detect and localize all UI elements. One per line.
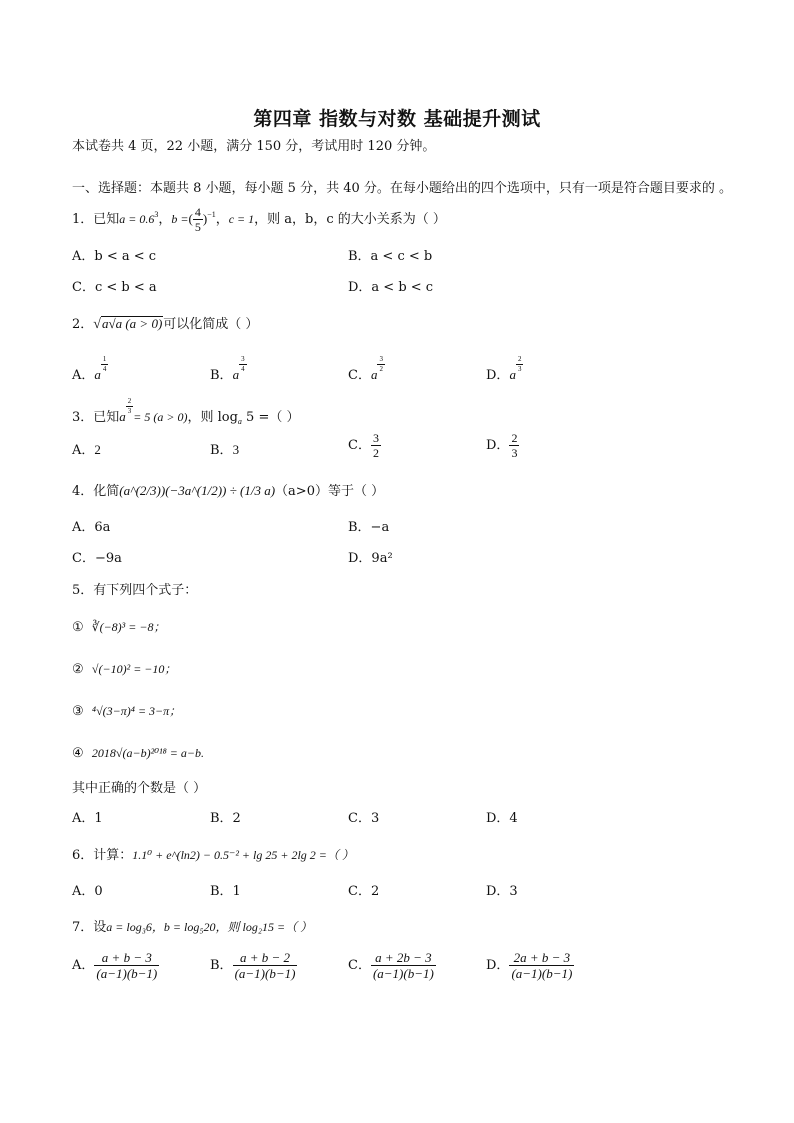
q4-option-c[interactable]: C．−9a bbox=[72, 551, 122, 566]
q1-option-b[interactable]: B．a < c < b bbox=[348, 249, 433, 264]
q7-option-c[interactable]: C． $\frac{a + 2b - 3}{(a-1)(b-1)}$ bbox=[348, 950, 434, 981]
q1-tail: ，则 a，b，c 的大小关系为（ ） bbox=[254, 212, 446, 227]
q5-option-b[interactable]: B．2 bbox=[210, 811, 241, 826]
question-1: 1．已知$a = 0.6^3$，b =( $\frac{4}{5}$ )$^{-1}$，c = 1，则 a，b，c 的大小关系为（ ） bbox=[72, 205, 446, 234]
q5-item-1: ① ∛(−8)³ = −8； bbox=[72, 620, 166, 635]
q5-item-3: ③ ⁴√(3−π)⁴ = 3−π； bbox=[72, 704, 182, 719]
q4-option-d[interactable]: D．9a² bbox=[348, 551, 393, 566]
q7-option-b[interactable]: B． $\frac{a + b - 2}{(a-1)(b-1)}$ bbox=[210, 950, 296, 981]
q3-option-d[interactable]: D． $\frac{2}{3}$ bbox=[486, 431, 518, 460]
q3-option-c[interactable]: C． $\frac{3}{2}$ bbox=[348, 431, 379, 460]
question-5: 5．有下列四个式子： bbox=[72, 583, 198, 598]
q3-option-b[interactable]: B．3 bbox=[210, 442, 240, 458]
q2-option-a[interactable]: A．a $^{\frac{1}{4}}$ bbox=[72, 355, 107, 383]
question-4: 4．化简(a^(2/3))(−3a^(1/2)) ÷ (1/3 a)（a>0）等于（ ） bbox=[72, 483, 385, 499]
q1-option-c[interactable]: C．c < b < a bbox=[72, 280, 157, 295]
question-2: 2．√a√a (a > 0)可以化简成（ ） bbox=[72, 316, 259, 332]
q7-definitions: a = log₃6，b = log₅20，则 log₂15 =（ ） bbox=[106, 920, 313, 934]
q4-option-b[interactable]: B．−a bbox=[348, 520, 390, 535]
q1-b: b = bbox=[171, 212, 189, 226]
q3-equation: = 5 (a > 0) bbox=[133, 410, 188, 424]
page-title: 第四章 指数与对数 基础提升测试 bbox=[253, 108, 541, 130]
q2-option-b[interactable]: B．a $^{\frac{3}{4}}$ bbox=[210, 355, 245, 383]
q2-option-c[interactable]: C．a $^{\frac{3}{2}}$ bbox=[348, 355, 383, 383]
question-3: 3．已知a $^{\frac{2}{3}}$ = 5 (a > 0)，则 $\log_a 5$ =（ ） bbox=[72, 397, 300, 426]
q1-c: c = 1 bbox=[228, 212, 255, 226]
q6-option-c[interactable]: C．2 bbox=[348, 884, 380, 899]
q7-option-d[interactable]: D． $\frac{2a + b - 3}{(a-1)(b-1)}$ bbox=[486, 950, 573, 981]
q6-expression: 1.1⁰ + e^(ln2) − 0.5⁻² + lg 25 + 2lg 2 =（ ） bbox=[132, 848, 354, 862]
question-6: 6．计算：1.1⁰ + e^(ln2) − 0.5⁻² + lg 25 + 2lg 2 =（ ） bbox=[72, 848, 354, 863]
q4-expression: (a^(2/3))(−3a^(1/2)) ÷ (1/3 a) bbox=[119, 483, 276, 498]
q6-option-b[interactable]: B．1 bbox=[210, 884, 241, 899]
q5-option-a[interactable]: A．1 bbox=[72, 811, 103, 826]
q2-expression: a√a (a > 0) bbox=[101, 316, 163, 331]
exam-intro: 本试卷共 4 页，22 小题，满分 150 分，考试用时 120 分钟。 bbox=[72, 139, 436, 154]
q1-prefix: 1．已知 bbox=[72, 212, 120, 227]
q2-tail: 可以化简成（ ） bbox=[163, 317, 259, 332]
q1-a: a = 0.6 bbox=[119, 212, 155, 226]
q6-option-a[interactable]: A．0 bbox=[72, 884, 103, 899]
q5-item-4: ④ 2018√(a−b)²⁰¹⁸ = a−b. bbox=[72, 746, 204, 761]
q5-option-d[interactable]: D．4 bbox=[486, 811, 518, 826]
q3-option-a[interactable]: A．2 bbox=[72, 442, 101, 458]
q1-b-fraction: $\frac{4}{5}$ bbox=[194, 205, 201, 234]
q5-item-2: ② √(−10)² = −10； bbox=[72, 662, 177, 677]
q6-option-d[interactable]: D．3 bbox=[486, 884, 518, 899]
q7-option-a[interactable]: A． $\frac{a + b - 3}{(a-1)(b-1)}$ bbox=[72, 950, 158, 981]
q5-option-c[interactable]: C．3 bbox=[348, 811, 380, 826]
q1-option-a[interactable]: A．b < a < c bbox=[72, 249, 157, 264]
question-7: 7．设a = log₃6，b = log₅20，则 log₂15 =（ ） bbox=[72, 920, 313, 935]
q4-option-a[interactable]: A．6a bbox=[72, 520, 111, 535]
q1-option-d[interactable]: D．a < b < c bbox=[348, 280, 434, 295]
section-heading: 一、选择题：本题共 8 小题，每小题 5 分，共 40 分。在每小题给出的四个选项中，只有一项是符合题目要求的 。 bbox=[72, 181, 733, 196]
q5-ask: 其中正确的个数是（ ） bbox=[72, 781, 207, 796]
q2-option-d[interactable]: D．a $^{\frac{2}{3}}$ bbox=[486, 355, 522, 383]
